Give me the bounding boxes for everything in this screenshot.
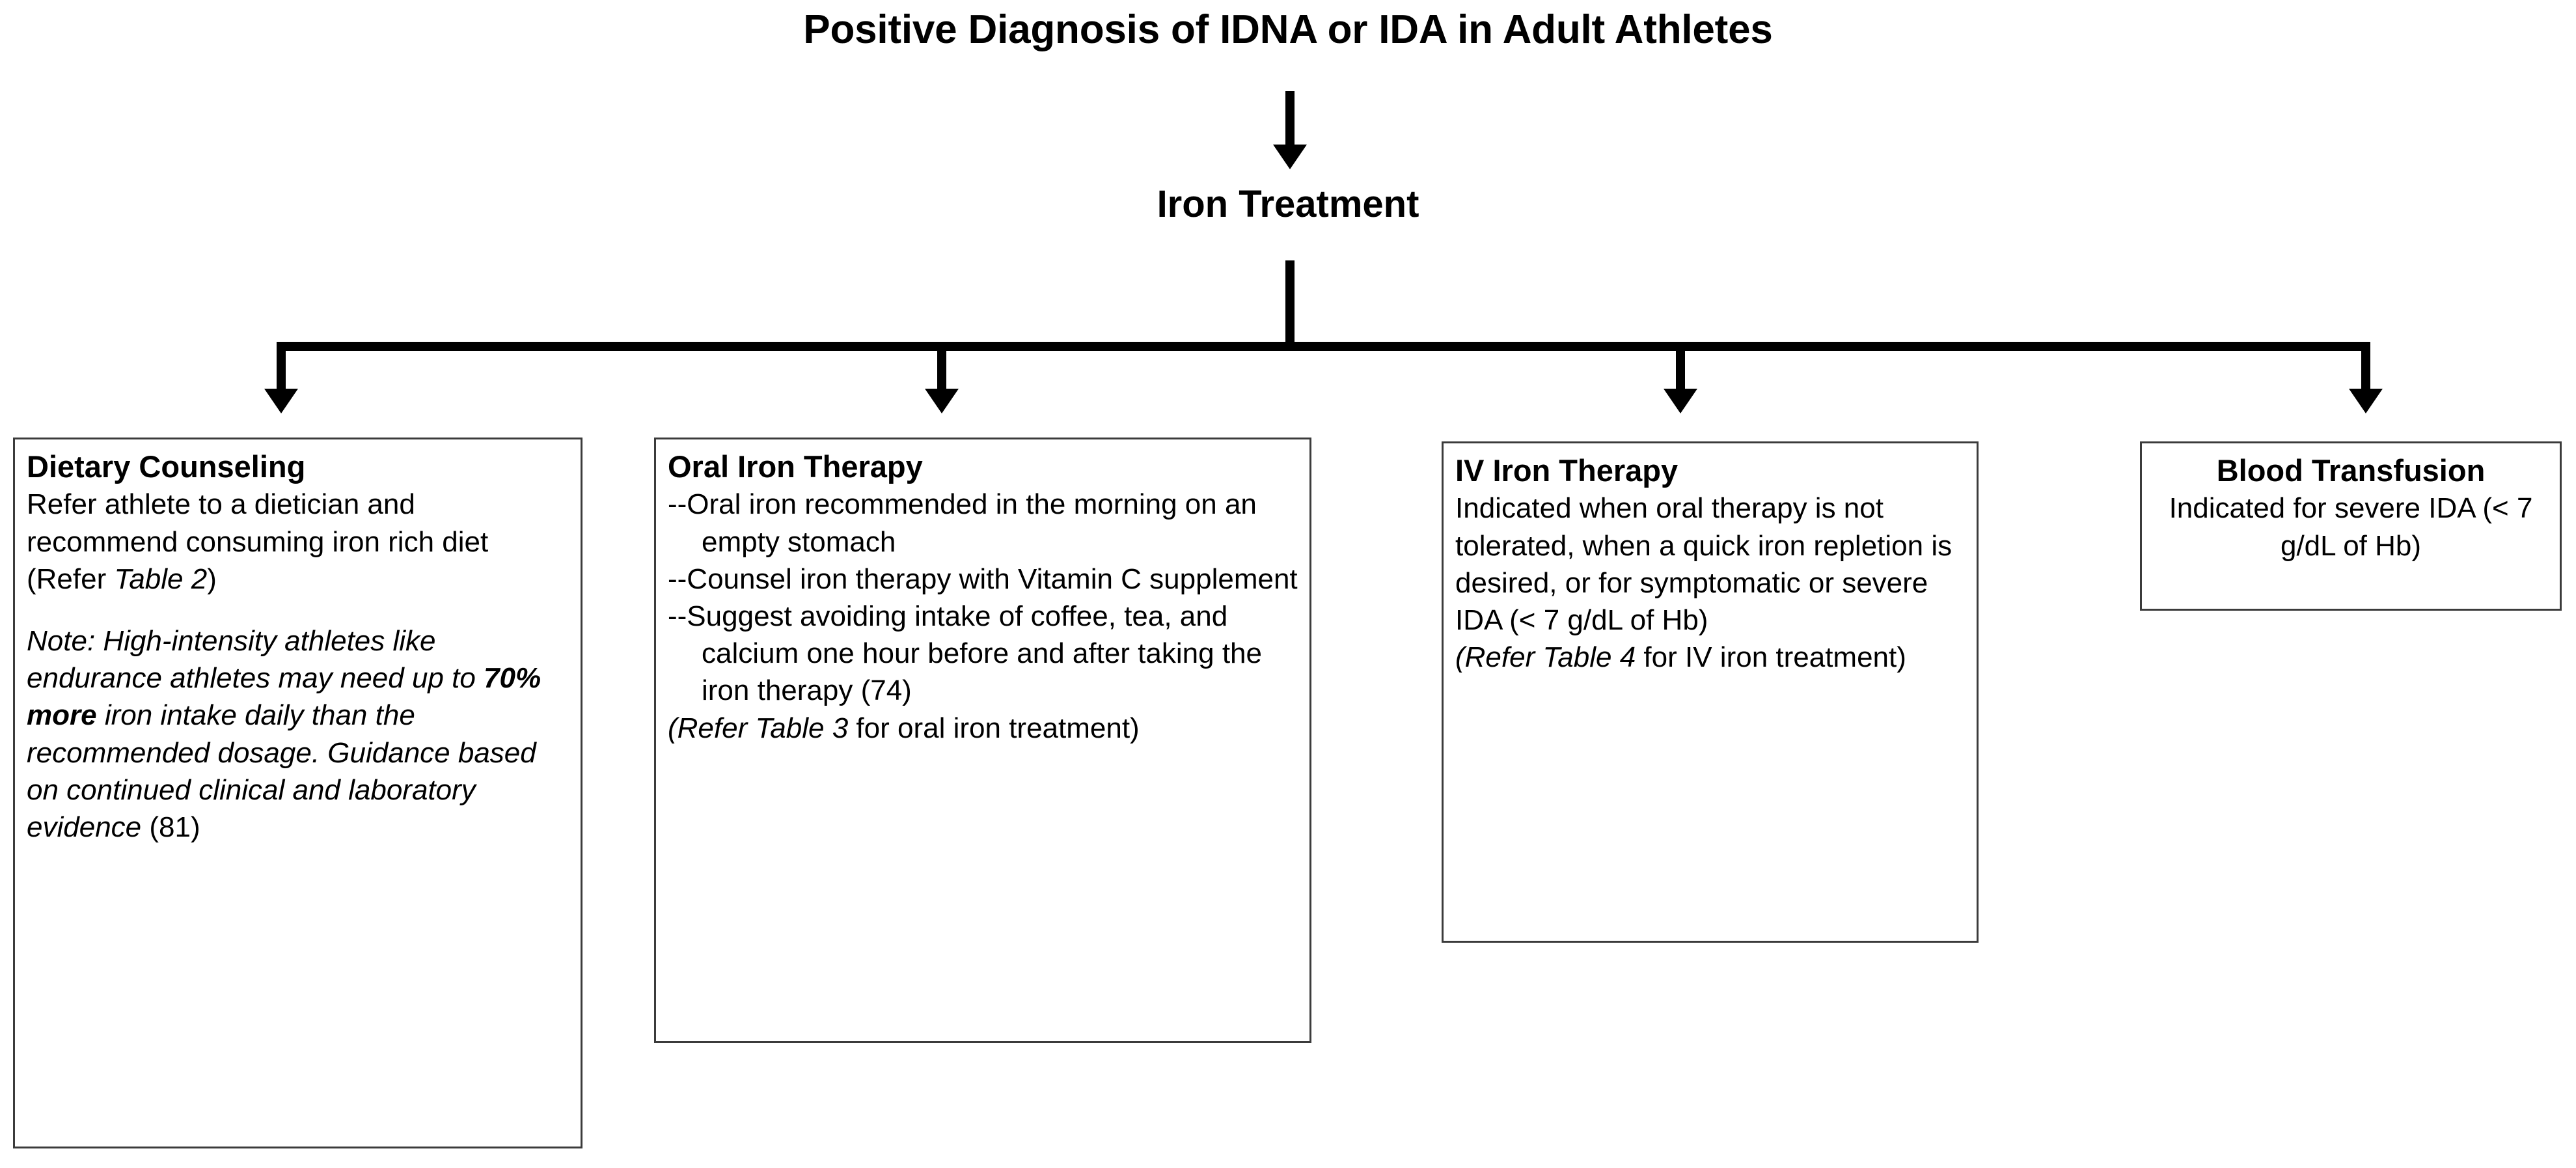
connector-branch-3 — [1676, 342, 1685, 394]
dietary-refer-line: Refer athlete to a dietician and recommend consuming iron rich diet (Refer Table 2) — [27, 488, 489, 595]
oral-bullet: --Suggest avoiding intake of coffee, tea, and calcium one hour before and after taking the iron therapy (74) — [668, 600, 1262, 707]
node-iv-iron-therapy — [1442, 441, 1979, 943]
oral-refer-line: (Refer Table 3 for oral iron treatment) — [668, 712, 1140, 744]
dietary-note: Note: High-intensity athletes like endurance athletes may need up to 70% more iron intake daily than the recommended dosage. Guidance based on continued clinical and laboratory evidence (81) — [27, 625, 541, 843]
node-dietary-counseling-body — [27, 486, 569, 846]
node-oral-iron-therapy-body — [668, 486, 1298, 746]
node-dietary-counseling-title: Dietary Counseling — [27, 449, 306, 484]
arrow-branch-2 — [925, 389, 959, 413]
node-oral-iron-therapy — [654, 438, 1311, 1043]
connector-branch-2 — [937, 342, 946, 394]
oral-bullet: --Oral iron recommended in the morning on an empty stomach — [668, 488, 1257, 558]
diagram-subtitle: Iron Treatment — [1157, 183, 1419, 225]
node-blood-transfusion — [2140, 441, 2562, 611]
node-blood-transfusion-body — [2154, 490, 2548, 564]
spacer — [27, 598, 569, 622]
blood-body-text: Indicated for severe IDA (< 7 g/dL of Hb) — [2169, 492, 2533, 562]
arrow-branch-1 — [264, 389, 298, 413]
node-iv-iron-therapy-title: IV Iron Therapy — [1455, 453, 1679, 488]
arrow-branch-4 — [2349, 389, 2383, 413]
iv-refer-line: (Refer Table 4 for IV iron treatment) — [1455, 641, 1906, 674]
connector-title-to-subtitle — [1285, 91, 1295, 150]
connector-branch-4 — [2361, 342, 2370, 394]
node-oral-iron-therapy-title: Oral Iron Therapy — [668, 449, 923, 484]
connector-bus — [277, 342, 2366, 351]
node-blood-transfusion-title: Blood Transfusion — [2216, 453, 2486, 488]
connector-trunk — [1285, 260, 1295, 345]
iv-body-text: Indicated when oral therapy is not tolerated, when a quick iron repletion is desired, or for symptomatic or severe IDA (< 7 g/dL of Hb) — [1455, 492, 1953, 637]
connector-branch-1 — [277, 342, 286, 394]
diagram-title: Positive Diagnosis of IDNA or IDA in Adult Athletes — [803, 7, 1773, 52]
arrow-branch-3 — [1664, 389, 1697, 413]
arrow-title-to-subtitle — [1273, 145, 1307, 169]
node-iv-iron-therapy-body — [1455, 490, 1965, 676]
oral-bullet: --Counsel iron therapy with Vitamin C supplement — [668, 563, 1298, 595]
node-dietary-counseling — [13, 438, 582, 1148]
